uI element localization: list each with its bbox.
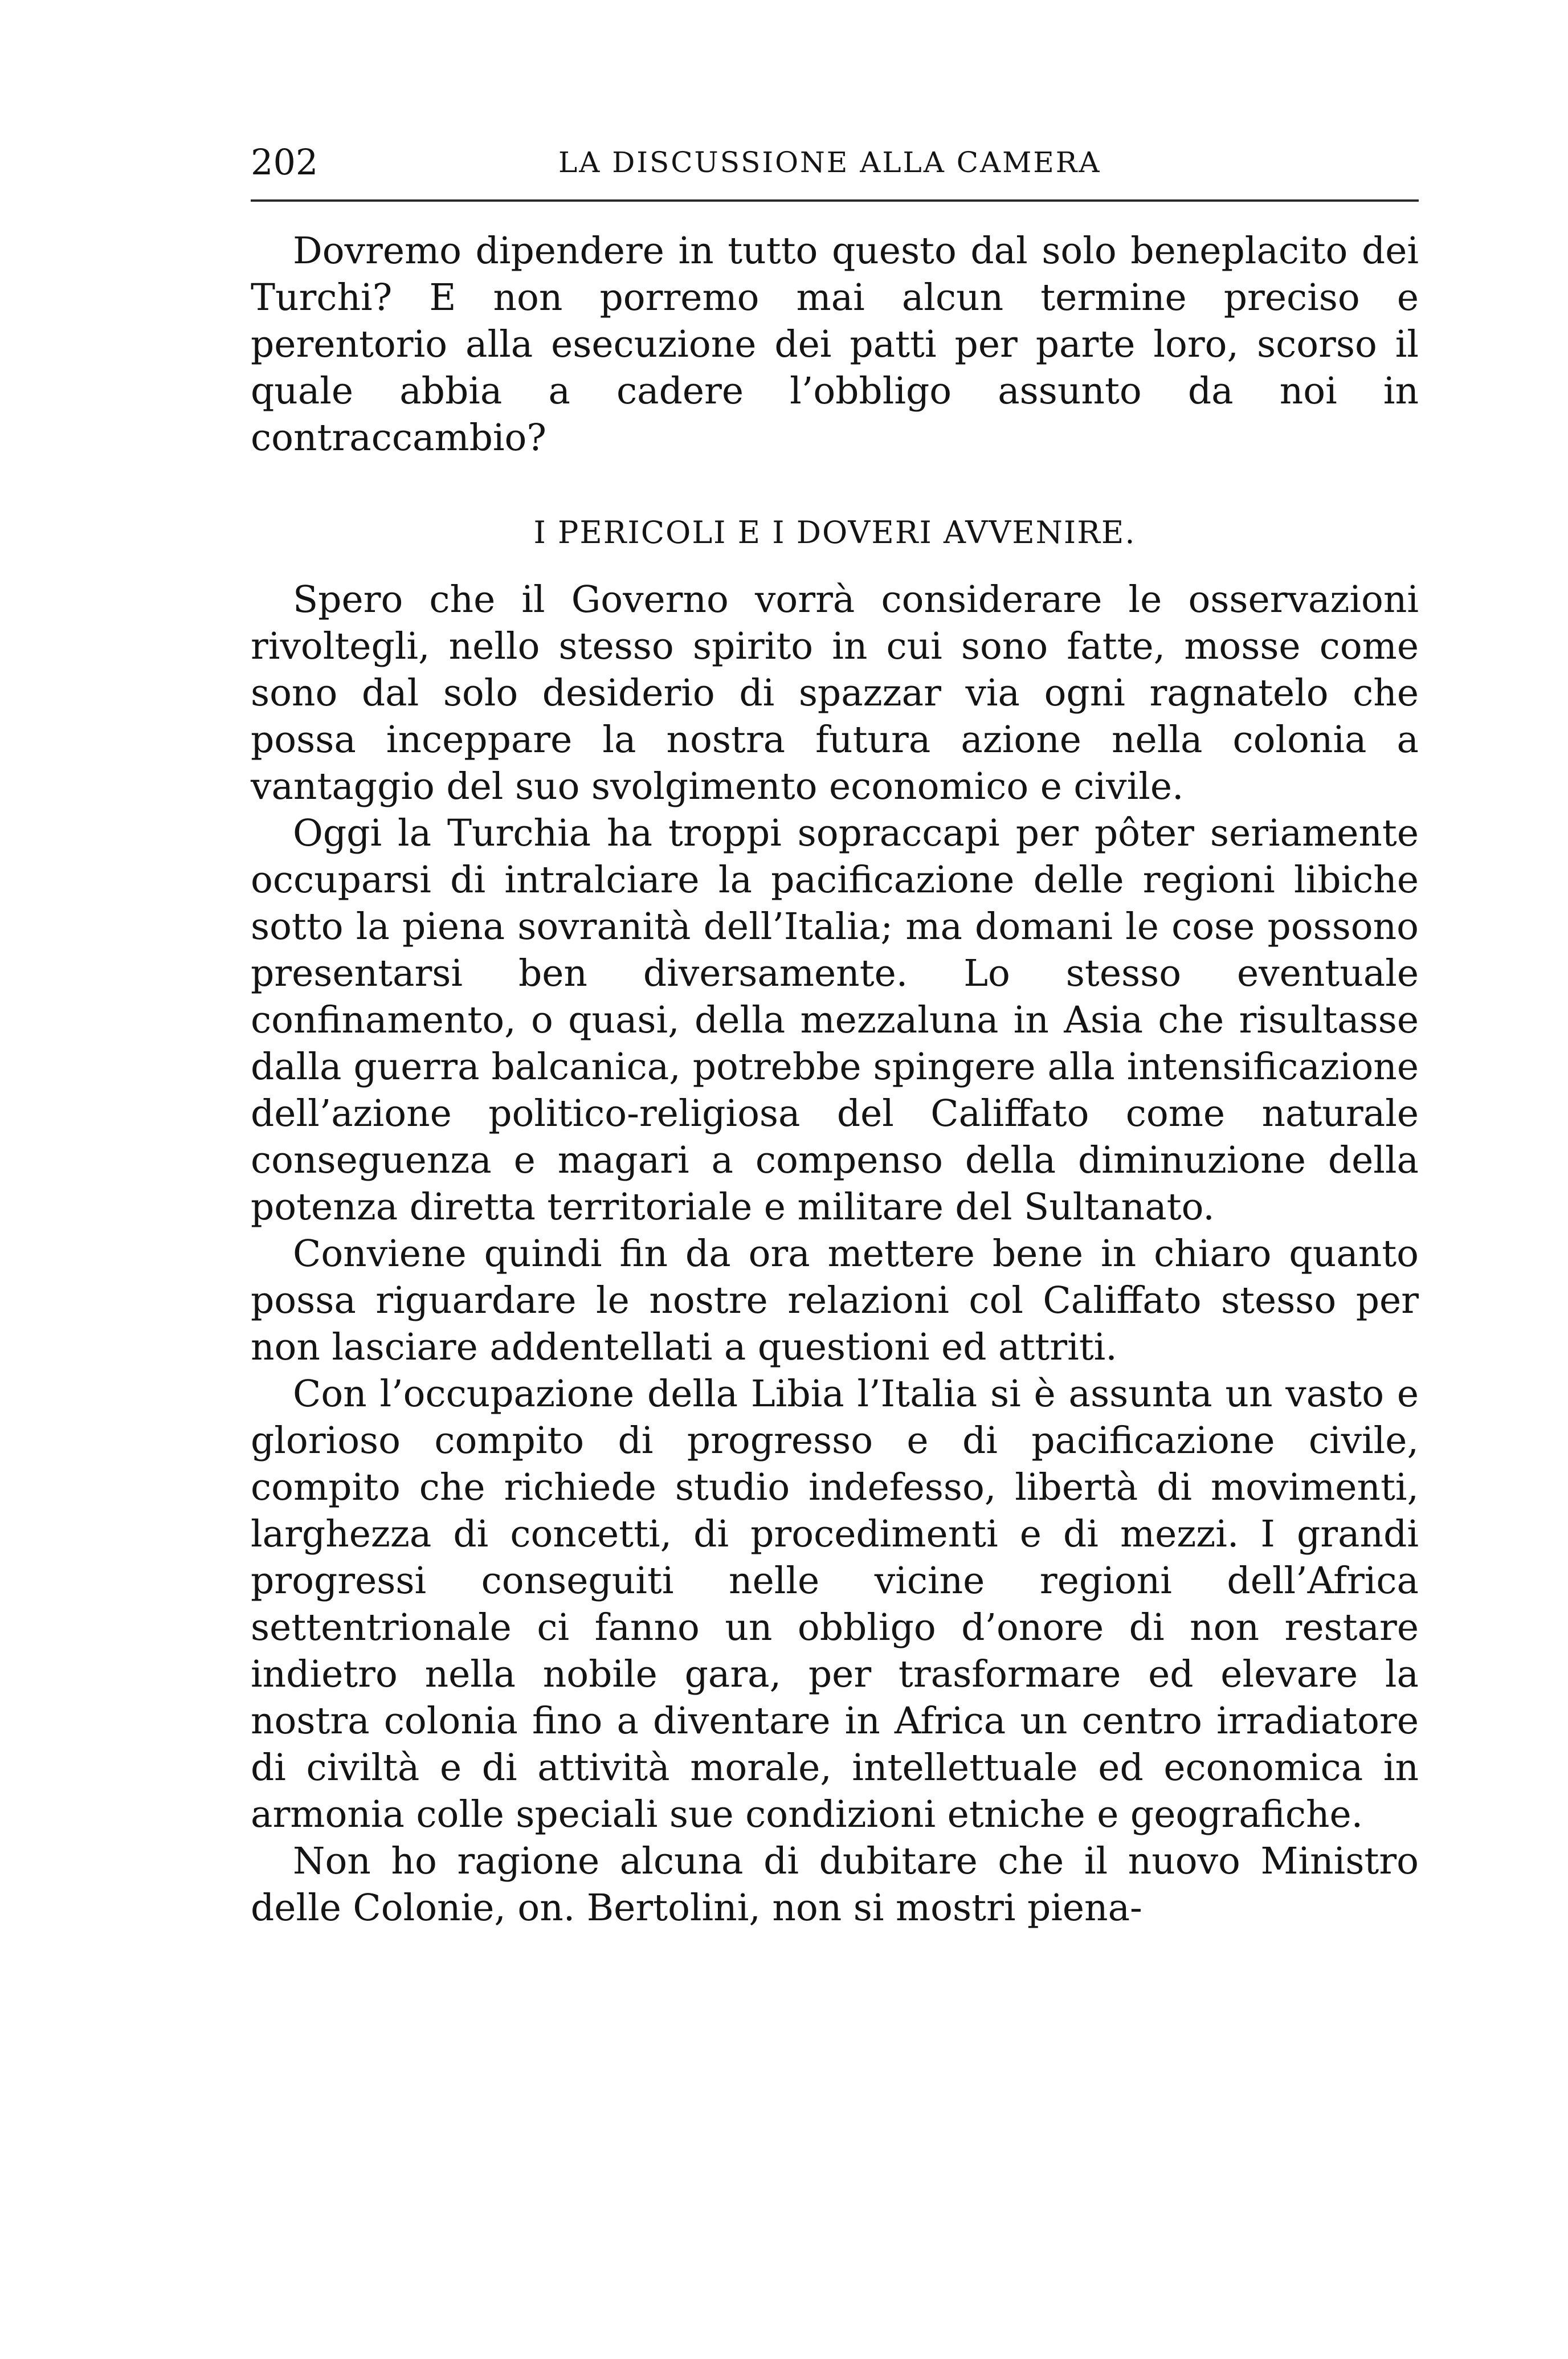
section-heading: I PERICOLI E I DOVERI AVVENIRE. — [533, 515, 1136, 550]
page-number: 202 — [251, 141, 318, 183]
paragraph: Conviene quindi fin da ora mettere bene in chiaro quanto possa riguardare le nostre relazioni col Califfato stesso per non lasciare addentellati a questioni ed attriti. — [251, 1232, 1419, 1369]
header-rule — [251, 199, 1419, 202]
paragraph-continuation: Dovremo dipendere in tutto questo dal solo beneplacito dei Turchi? E non porremo mai alcun termine preciso e perentorio alla esecuzione dei patti per parte loro, scorso il quale abbia a cadere l’obbligo assunto da noi in contraccambio? — [251, 230, 1419, 459]
paragraph: Con l’occupazione della Libia l’Italia si è assunta un vasto e glorioso compito di progresso e di pacificazione civile, compito che richiede studio indefesso, libertà di movimenti, larghezza di concetti, di procedimenti e di mezzi. I grandi progressi conseguiti nelle vicine regioni dell’Africa settentrionale ci fanno un obbligo d’onore di non restare indietro nella nobile gara, per trasformare ed elevare la nostra colonia fino a diventare in Africa un centro irradiatore di civiltà e di attività morale, intellettuale ed economica in armonia colle speciali sue condizioni etniche e geografiche. — [251, 1373, 1419, 1836]
running-title: LA DISCUSSIONE ALLA CAMERA — [558, 146, 1101, 179]
page-header — [251, 137, 1419, 188]
paragraph: Non ho ragione alcuna di dubitare che il nuovo Ministro delle Colonie, on. Bertolini, non si mostri piena- — [251, 1840, 1419, 1929]
paragraph: Oggi la Turchia ha troppi sopraccapi per pôter seriamente occuparsi di intralciare la pacificazione delle regioni libiche sotto la piena sovranità dell’Italia; ma domani le cose possono presentarsi ben diversamente. Lo stesso eventuale confinamento, o quasi, della mezzaluna in Asia che risultasse dalla guerra balcanica, potrebbe spingere alla intensificazione dell’azione politico-religiosa del Califfato come naturale conseguenza e magari a compenso della diminuzione della potenza diretta territoriale e militare del Sultanato. — [251, 812, 1419, 1229]
page-body — [251, 228, 1419, 1932]
paragraph: Spero che il Governo vorrà considerare le osservazioni rivoltegli, nello stesso spirito in cui sono fatte, mosse come sono dal solo desiderio di spazzar via ogni ragnatelo che possa inceppare la nostra futura azione nella colonia a vantaggio del suo svolgimento economico e civile. — [251, 578, 1419, 808]
